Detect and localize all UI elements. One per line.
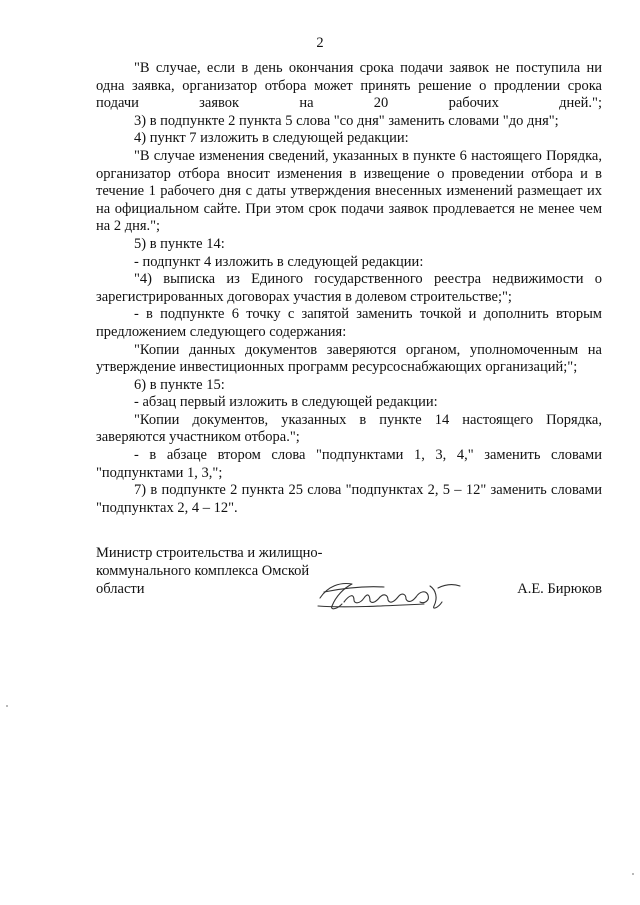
paragraph-quote-participant: "Копии документов, указанных в пункте 14 настоящего Порядка, заверяются участником отбора."; xyxy=(96,411,602,446)
handwritten-signature xyxy=(314,576,464,612)
signer-title: Министр строительства и жилищно- коммунального комплекса Омской области xyxy=(96,545,323,597)
paragraph-item-4: 4) пункт 7 изложить в следующей редакции: xyxy=(134,130,409,147)
paragraph-quote-copies: "Копии данных документов заверяются органом, уполномоченным на утверждение инвестиционных программ ресурсоснабжающих организаций;"; xyxy=(96,341,602,376)
paragraph-subitem-4: - подпункт 4 изложить в следующей редакции: xyxy=(134,253,424,270)
paragraph-second-abzac: - в абзаце втором слова "подпунктами 1, 3, 4," заменить словами "подпунктами 1, 3,"; xyxy=(96,447,602,481)
page-number: 2 xyxy=(316,35,324,51)
scan-speck xyxy=(632,873,634,875)
paragraph-item-7: 7) в подпункте 2 пункта 25 слова "подпунктах 2, 5 – 12" заменить словами "подпунктах 2, 4 – 12". xyxy=(96,482,602,516)
signer-name: А.Е. Бирюков xyxy=(517,581,602,597)
paragraph-first-abzac: - абзац первый изложить в следующей редакции: xyxy=(134,394,438,411)
paragraph-quote-extension: "В случае, если в день окончания срока подачи заявок не поступила ни одна заявка, организатор отбора может принять решение о продлении срока подачи заявок на 20 рабочих дней."; xyxy=(96,60,602,112)
paragraph-quote-changes: "В случае изменения сведений, указанных в пункте 6 настоящего Порядка, организатор отбора вносит изменения в извещение о проведении отбора и в течение 1 рабочего дня с даты утверждения внесенных изменений размещает их на официальном сайте. При этом срок подачи заявок продлевается не менее чем на 2 дня."; xyxy=(96,147,602,235)
paragraph-quote-registry: "4) выписка из Единого государственного реестра недвижимости о зарегистрированных договорах участия в долевом строительстве;"; xyxy=(96,271,602,305)
paragraph-item-5: 5) в пункте 14: xyxy=(134,235,225,252)
paragraph-item-3: 3) в подпункте 2 пункта 5 слова "со дня" заменить словами "до дня"; xyxy=(134,112,559,129)
signature-block xyxy=(96,544,602,614)
scan-speck xyxy=(6,705,8,707)
paragraph-subitem-6: - в подпункте 6 точку с запятой заменить точкой и дополнить вторым предложением следующего содержания: xyxy=(96,306,602,340)
paragraph-item-6: 6) в пункте 15: xyxy=(134,376,225,393)
document-body xyxy=(96,60,602,517)
